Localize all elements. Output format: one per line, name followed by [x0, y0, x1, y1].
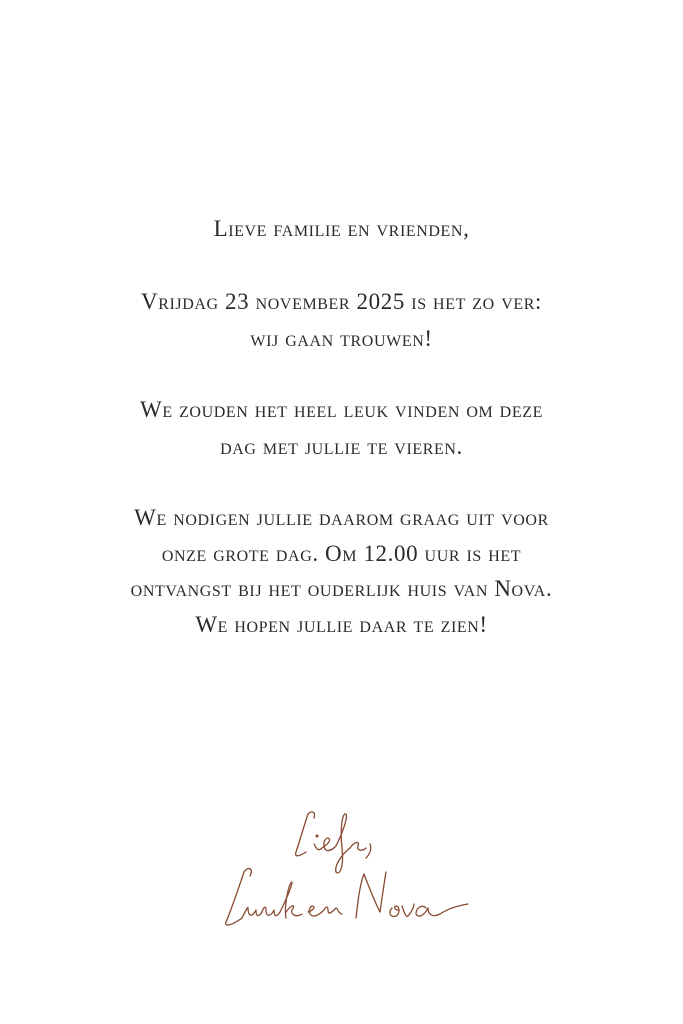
- invite-details-line-3: ontvangst bij het ouderlijk huis van Nova.: [130, 576, 553, 601]
- invite-details-line-2: onze grote dag. Om 12.00 uur is het: [161, 541, 522, 566]
- celebrate-line-1: We zouden het heel leuk vinden om deze: [140, 397, 543, 422]
- handwritten-signature: [200, 790, 490, 940]
- signature-luuk-en-nova: [226, 869, 468, 925]
- invite-details-line-4: We hopen jullie daar te zien!: [195, 612, 488, 637]
- signature-liefs: [296, 812, 371, 873]
- invite-details-line-1: We nodigen jullie daarom graag uit voor: [134, 505, 549, 530]
- date-announcement-line-2: wij gaan trouwen!: [250, 326, 433, 351]
- celebrate-line-2: dag met jullie te vieren.: [220, 434, 463, 459]
- date-announcement-line-1: Vrijdag 23 november 2025 is het zo ver:: [141, 289, 542, 314]
- greeting: Lieve familie en vrienden,: [213, 216, 470, 241]
